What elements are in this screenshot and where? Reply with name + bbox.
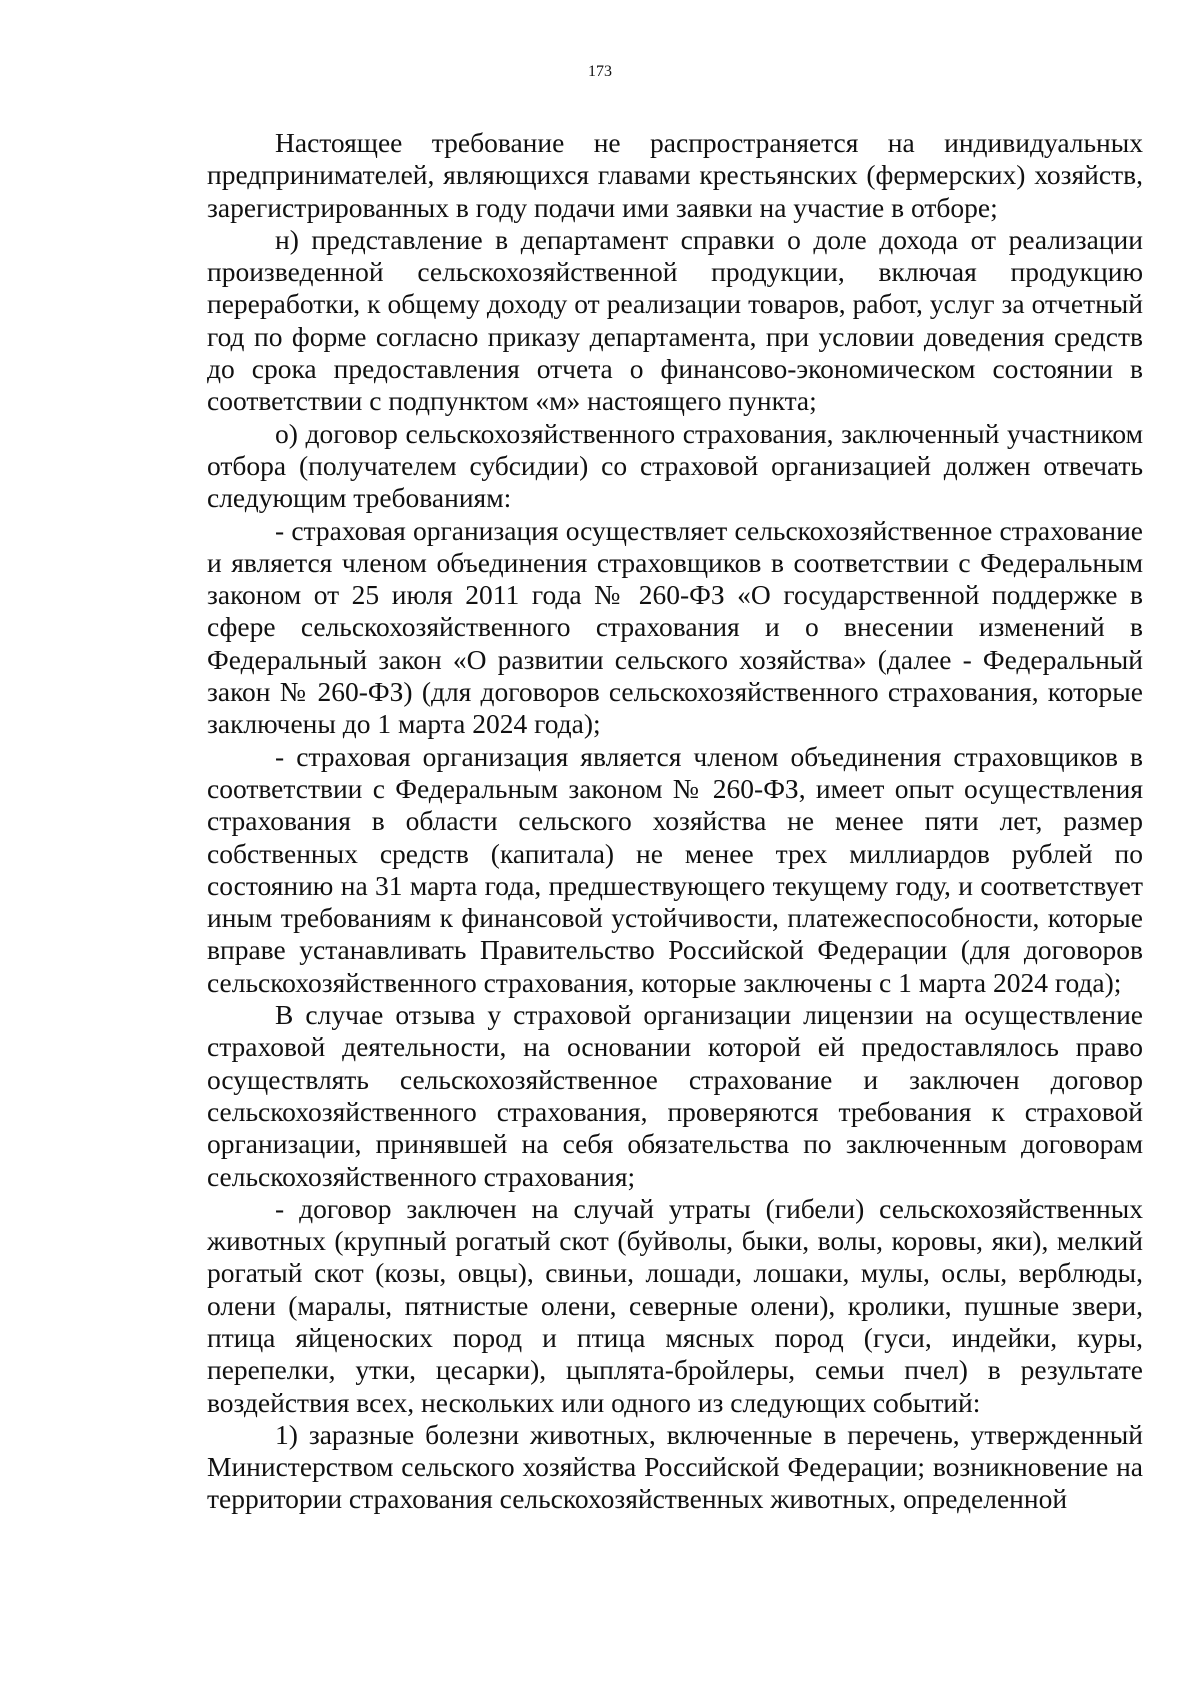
paragraph-event-1: 1) заразные болезни животных, включенные в перечень, утвержденный Министерством сельского хозяйства Российской Федерации; возникновение на территории страхования сельскохозяйственных животных, определенной xyxy=(207,1418,1143,1515)
paragraph-license-revocation: В случае отзыва у страховой организации лицензии на осуществление страховой деятельности, на основании которой ей предоставлялось право осуществлять сельскохозяйственное страхование и заключен договор сельскохозяйственного страхования, проверяются требования к страховой организации, принявшей на себя обязательства по заключенным договорам сельскохозяйственного страхования; xyxy=(207,999,1143,1192)
paragraph-insurer-requirement-before-2024: - страховая организация осуществляет сельскохозяйственное страхование и является членом объединения страховщиков в соответствии с Федеральным законом от 25 июля 2011 года № 260-ФЗ «О государственной поддержке в сфере сельскохозяйственного страхования и о внесении изменений в Федеральный закон «О развитии сельского хозяйства» (далее - Федеральный закон № 260-ФЗ) (для договоров сельскохозяйственного страхования, которые заключены до 1 марта 2024 года); xyxy=(207,514,1143,740)
page-number: 173 xyxy=(588,63,612,80)
paragraph-insurer-requirement-from-2024: - страховая организация является членом объединения страховщиков в соответствии с Федеральным законом № 260-ФЗ, имеет опыт осуществления страхования в области сельского хозяйства не менее пяти лет, размер собственных средств (капитала) не менее трех миллиардов рублей по состоянию на 31 марта года, предшествующего текущему году, и соответствует иным требованиям к финансовой устойчивости, платежеспособности, которые вправе устанавливать Правительство Российской Федерации (для договоров сельскохозяйственного страхования, которые заключены с 1 марта 2024 года); xyxy=(207,740,1143,998)
paragraph-insured-animals: - договор заключен на случай утраты (гибели) сельскохозяйственных животных (крупный рогатый скот (буйволы, быки, волы, коровы, яки), мелкий рогатый скот (козы, овцы), свиньи, лошади, лошаки, мулы, ослы, верблюды, олени (маралы, пятнистые олени, северные олени), кролики, пушные звери, птица яйценоских пород и птица мясных пород (гуси, индейки, куры, перепелки, утки, цесарки), цыплята-бройлеры, семьи пчел) в результате воздействия всех, нескольких или одного из следующих событий: xyxy=(207,1192,1143,1418)
paragraph-exemption-note: Настоящее требование не распространяется на индивидуальных предпринимателей, являющихся главами крестьянских (фермерских) хозяйств, зарегистрированных в году подачи ими заявки на участие в отборе; xyxy=(207,127,1143,223)
paragraph-item-n: н) представление в департамент справки о доле дохода от реализации произведенной сельскохозяйственной продукции, включая продукцию переработки, к общему доходу от реализации товаров, работ, услуг за отчетный год по форме согласно приказу департамента, при условии доведения средств до срока предоставления отчета о финансово-экономическом состоянии в соответствии с подпунктом «м» настоящего пункта; xyxy=(207,223,1143,417)
paragraph-item-o: о) договор сельскохозяйственного страхования, заключенный участником отбора (получателем субсидии) со страховой организацией должен отвечать следующим требованиям: xyxy=(207,417,1143,514)
document-body xyxy=(207,127,1143,1516)
